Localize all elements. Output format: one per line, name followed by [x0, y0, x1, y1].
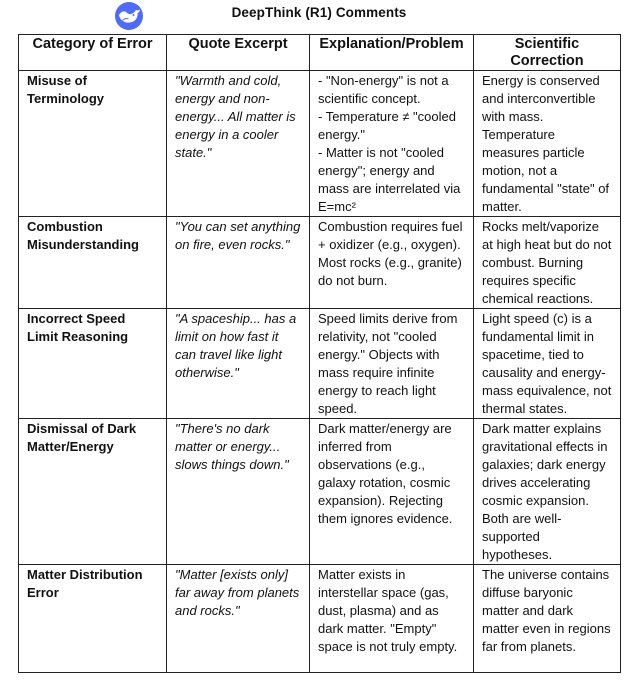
page-title: DeepThink (R1) Comments: [231, 5, 407, 20]
table-row: [19, 565, 621, 673]
table-row: [19, 71, 621, 217]
column-header-correction: Scientific Correction: [474, 35, 621, 71]
explanation-line: Speed limits derive from relativity, not "cooled energy." Objects with mass require infinite energy to reach light speed.: [318, 311, 458, 416]
comments-table: [18, 34, 621, 673]
category-cell: Combustion Misunderstanding: [19, 217, 167, 309]
quote-cell: "There's no dark matter or energy... slows things down.": [167, 419, 310, 565]
explanation-line: Matter exists in interstellar space (gas, dust, plasma) and as dark matter. "Empty" space is not truly empty.: [318, 567, 458, 654]
explanation-cell: [310, 71, 474, 217]
explanation-line: Combustion requires fuel + oxidizer (e.g., oxygen). Most rocks (e.g., granite) do not burn.: [318, 219, 463, 288]
correction-cell: Rocks melt/vaporize at high heat but do not combust. Burning requires specific chemical reactions.: [474, 217, 621, 309]
category-cell: Dismissal of Dark Matter/Energy: [19, 419, 167, 565]
explanation-cell: [310, 217, 474, 309]
correction-cell: Dark matter explains gravitational effects in galaxies; dark energy drives accelerating cosmic expansion. Both are well-supported hypotheses.: [474, 419, 621, 565]
category-cell: Matter Distribution Error: [19, 565, 167, 673]
table-row: [19, 419, 621, 565]
quote-cell: "A spaceship... has a limit on how fast it can travel like light otherwise.": [167, 309, 310, 419]
correction-cell: Energy is conserved and interconvertible with mass. Temperature measures particle motion, not a fundamental "state" of matter.: [474, 71, 621, 217]
explanation-cell: [310, 419, 474, 565]
quote-cell: "Warmth and cold, energy and non-energy... All matter is energy in a cooler state.": [167, 71, 310, 217]
correction-cell: Light speed (c) is a fundamental limit in spacetime, tied to causality and energy-mass equivalence, not thermal states.: [474, 309, 621, 419]
header: [0, 0, 638, 32]
column-header-category: Category of Error: [19, 35, 167, 71]
explanation-cell: [310, 565, 474, 673]
column-header-explanation: Explanation/Problem: [310, 35, 474, 71]
table-row: [19, 309, 621, 419]
correction-cell: The universe contains diffuse baryonic matter and dark matter even in regions far from planets.: [474, 565, 621, 673]
category-cell: Incorrect Speed Limit Reasoning: [19, 309, 167, 419]
table-header-row: [19, 35, 621, 71]
explanation-line: Dark matter/energy are inferred from observations (e.g., galaxy rotation, cosmic expansion). Rejecting them ignores evidence.: [318, 421, 453, 526]
explanation-line: - "Non-energy" is not a scientific concept.: [318, 73, 449, 106]
table-row: [19, 217, 621, 309]
quote-cell: "You can set anything on fire, even rocks.": [167, 217, 310, 309]
quote-cell: "Matter [exists only] far away from planets and rocks.": [167, 565, 310, 673]
explanation-line: - Matter is not "cooled energy"; energy and mass are interrelated via E=mc²: [318, 145, 461, 214]
column-header-quote: Quote Excerpt: [167, 35, 310, 71]
explanation-cell: [310, 309, 474, 419]
category-cell: Misuse of Terminology: [19, 71, 167, 217]
explanation-line: - Temperature ≠ "cooled energy.": [318, 109, 456, 142]
